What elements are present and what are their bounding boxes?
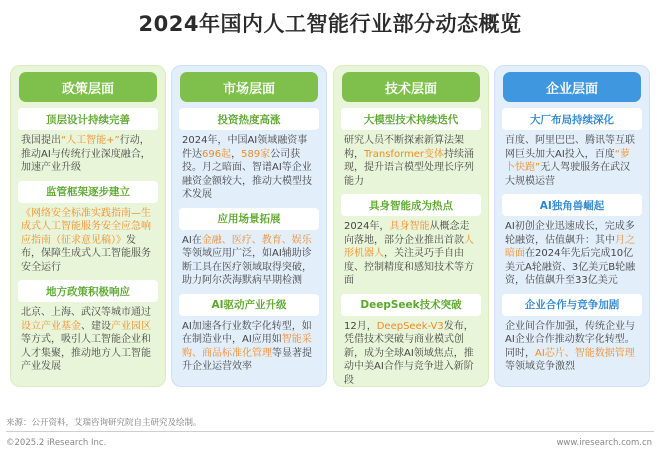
technology-text-1 [341, 130, 481, 190]
text-segment: 无人驾驶服务在武汉大规模运营 [505, 162, 631, 187]
highlight-segment: 产业园区 [111, 320, 151, 332]
highlight-segment: 《网络安全标准实践指南—生成式人工智能服务安全应急响应指南（征求意见稿）》 [21, 207, 151, 246]
text-segment: 公司获投。月之暗面、智谱AI等企业融资金额较大，推动大模型技术发展 [182, 148, 312, 200]
market-panel [171, 65, 327, 387]
text-segment: 、建设 [81, 320, 111, 332]
highlight-segment: 设立产业基金 [21, 320, 81, 332]
market-header: 市场层面 [180, 72, 318, 102]
highlight-segment: 智能采购、商品标准化管理 [182, 334, 312, 359]
text-segment: AI在 [182, 234, 202, 246]
highlight-segment: 696起 [202, 148, 232, 160]
page-title: 2024年国内人工智能行业部分动态概览 [138, 12, 522, 36]
text-segment: 从概念走向落地，部分企业推出首款 [344, 221, 470, 246]
highlight-segment: “人工智能+” [61, 135, 120, 146]
policy-subtitle-3: 地方政策积极响应 [18, 280, 158, 302]
highlight-segment: 金融、医疗、教育、娱乐 [201, 234, 312, 246]
text-segment: 在2024年先后完成10亿美元A轮融资、3亿美元B轮融资，估值飙升至33亿美元 [505, 248, 636, 286]
text-segment: 12月， [344, 320, 377, 332]
technology-text-3 [341, 316, 481, 388]
highlight-segment: Transformer变体 [364, 148, 445, 160]
policy-text-3 [18, 302, 158, 376]
text-segment: 研究人员不断探索新算法架构， [344, 135, 464, 160]
enterprise-text-1 [502, 130, 642, 190]
source-note: 来源：公开资料，艾瑞咨询研究院自主研究及绘制。 [6, 418, 202, 428]
policy-header: 政策层面 [19, 72, 157, 102]
text-segment: 发布，凭借技术突破与商业模式创新，成为全球AI领域焦点，推动中美AI合作与竞争进入新阶段 [344, 320, 474, 386]
technology-subtitle-3: DeepSeek技术突破 [341, 294, 481, 316]
highlight-segment: 人形机器人 [344, 234, 474, 259]
text-segment: 北京、上海、武汉等城市通过 [21, 307, 151, 318]
market-text-2 [179, 230, 319, 290]
market-text-1 [179, 130, 319, 204]
text-segment: 发布，保障生成式人工智能服务安全运行 [21, 234, 151, 273]
technology-header: 技术层面 [342, 72, 480, 102]
enterprise-text-3 [502, 316, 642, 376]
highlight-segment: 月之暗面 [505, 234, 635, 259]
text-segment: 我国提出 [21, 135, 61, 146]
text-segment: AI初创企业迅速成长，完成多轮融资，估值飙升：其中 [505, 221, 635, 246]
highlight-segment: 具身智能 [389, 221, 430, 232]
copyright: ©2025.2 iResearch Inc. [6, 438, 107, 448]
enterprise-panel [494, 65, 650, 387]
market-text-3 [179, 316, 319, 376]
highlight-segment: 589家 [241, 148, 271, 160]
text-segment: 等显著提升企业运营效率 [182, 347, 312, 372]
policy-text-2 [18, 203, 158, 277]
policy-subtitle-2: 监管框架逐步建立 [18, 181, 158, 203]
text-segment: 行动，推动AI与传统行业深度融合，加速产业升级 [21, 135, 151, 173]
technology-subtitle-1: 大模型技术持续迭代 [341, 108, 481, 130]
market-subtitle-1: 投资热度高涨 [179, 108, 319, 130]
highlight-segment: “萝卜快跑” [505, 148, 630, 173]
technology-text-2 [341, 216, 481, 290]
policy-panel [10, 65, 166, 387]
policy-subtitle-1: 顶层设计持续完善 [18, 108, 158, 130]
text-segment: 等领域应用广泛，如AI辅助诊断工具在医疗领域取得突破，助力阿尔茨海默病早期检测 [182, 248, 312, 286]
text-segment: 企业间合作加强，传统企业与AI企业合作推动数字化转型。同时， [505, 320, 635, 359]
market-subtitle-3: AI驱动产业升级 [179, 294, 319, 316]
text-segment: 2024年， [344, 221, 390, 232]
text-segment: 等方式，吸引人工智能企业和人才集聚，推动地方人工智能产业发展 [21, 334, 151, 372]
enterprise-subtitle-1: 大厂布局持续深化 [502, 108, 642, 130]
market-subtitle-2: 应用场景拓展 [179, 208, 319, 230]
technology-subtitle-2: 具身智能成为热点 [341, 194, 481, 216]
enterprise-subtitle-3: 企业合作与竞争加剧 [502, 294, 642, 316]
highlight-segment: AI芯片、智能数据管理 [535, 347, 635, 359]
text-segment: 2024年，中国AI领域融资事件达 [182, 135, 308, 160]
policy-text-1 [18, 130, 158, 177]
text-segment: ，关注灵巧手自由度、控制精度和感知技术等方面 [344, 248, 474, 286]
text-segment: 百度、阿里巴巴、腾讯等互联网巨头加大AI投入，百度 [505, 135, 635, 160]
text-segment: 持续涌现，提升语言模型处理长序列能力 [344, 148, 475, 187]
website-link[interactable]: www.iresearch.com.cn [556, 438, 652, 448]
footer-divider [6, 431, 654, 432]
technology-panel [333, 65, 489, 387]
enterprise-text-2 [502, 216, 642, 290]
enterprise-subtitle-2: AI独角兽崛起 [502, 194, 642, 216]
text-segment: AI加速各行业数字化转型，如在制造业中，AI应用如 [182, 320, 312, 345]
highlight-segment: DeepSeek-V3 [376, 320, 444, 332]
enterprise-header: 企业层面 [503, 72, 641, 102]
text-segment: 等领域竞争激烈 [505, 361, 575, 372]
text-segment: ， [231, 148, 242, 160]
